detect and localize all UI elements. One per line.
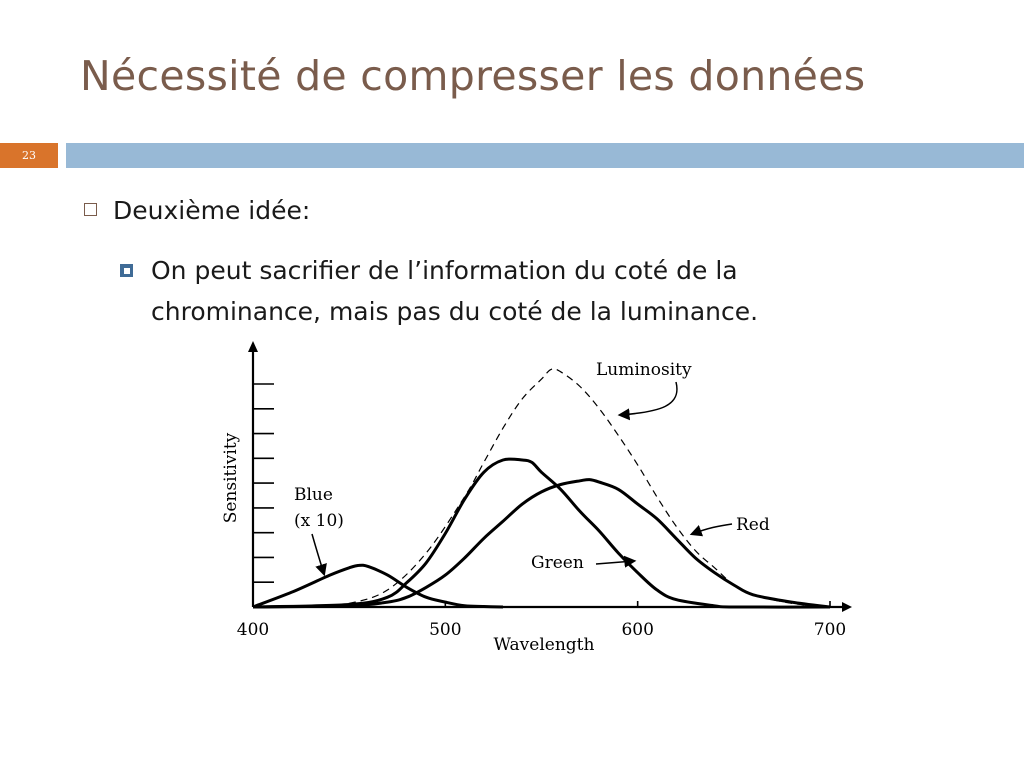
x-tick-label: 600 [621,620,654,640]
x-axis-arrow-icon [842,602,852,612]
annotation-red: Red [736,515,770,535]
y-axis-arrow-icon [248,341,258,352]
annotation-blue: Blue [294,485,333,505]
x-axis-title: Wavelength [493,635,595,655]
x-tick-label: 500 [429,620,462,640]
annotation-blue-scale: (x 10) [294,511,344,531]
annotation-luminosity-arrow-icon [620,382,677,415]
x-tick-label: 400 [236,620,270,640]
annotation-luminosity: Luminosity [596,360,692,380]
annotation-red-arrow-icon [692,524,732,534]
slide-title: Nécessité de compresser les données [80,52,866,100]
y-axis-title: Sensitivity [221,432,241,524]
bullet-level-2-text: On peut sacrifier de l’information du coté de la chrominance, mais pas du coté de la luminance. [151,256,759,326]
annotation-green: Green [531,553,584,573]
series-line-red [253,480,830,607]
bullet-level-1-text: Deuxième idée: [113,196,311,225]
chart-labels [221,360,770,655]
annotation-blue-arrow-icon [312,534,324,574]
slide-number: 23 [0,143,58,168]
x-tick-label: 700 [813,620,847,640]
